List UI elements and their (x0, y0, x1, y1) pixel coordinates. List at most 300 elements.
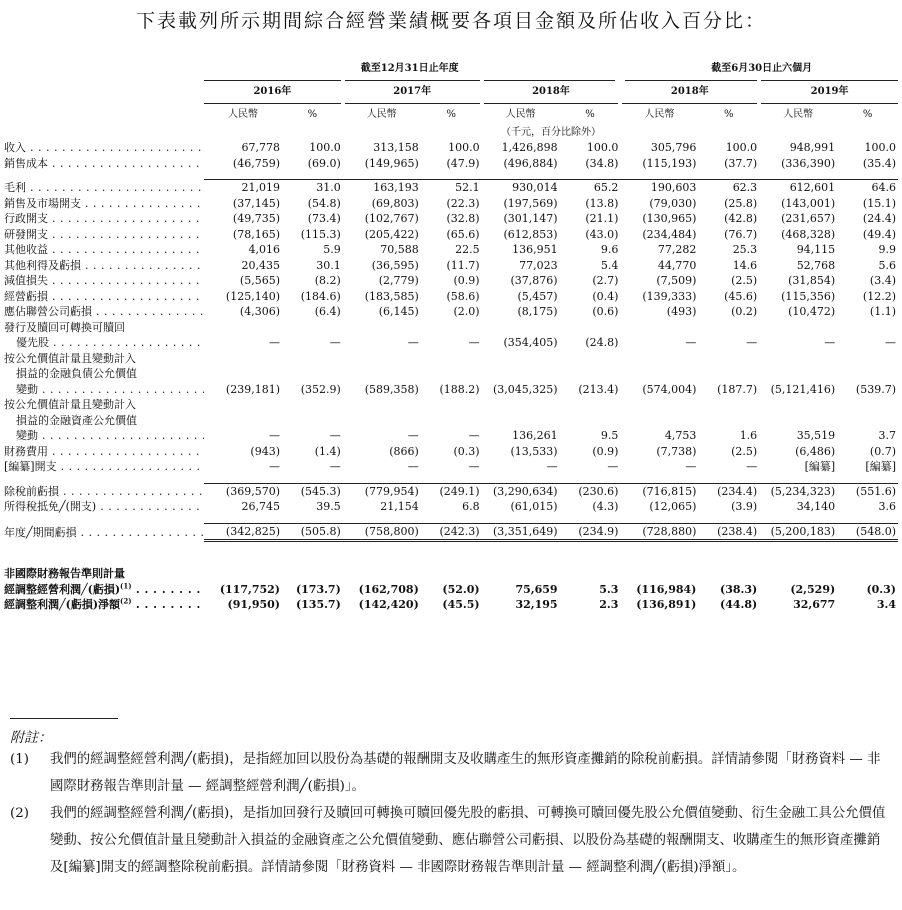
amount-cell: (91,950) (227, 598, 280, 611)
amount-cell: 21,019 (204, 180, 282, 196)
row-label-text: 行政開支 (4, 212, 48, 225)
year-header: 2018年 (620, 81, 759, 104)
amount-cell: 930,014 (482, 180, 560, 196)
row-label (4, 582, 204, 598)
percent-cell: (8.2) (314, 274, 341, 287)
amount-cell (204, 320, 282, 336)
amount-cell: (3,351,649) (482, 523, 560, 541)
amount-cell: 75,659 (515, 582, 558, 596)
percent-cell: (73.4) (307, 212, 341, 225)
percent-cell (837, 351, 898, 367)
amount-cell: (46,759) (232, 156, 280, 170)
percent-cell: 100.0 (448, 141, 480, 154)
percent-cell: (69.0) (307, 156, 341, 170)
amount-cell: (49,735) (232, 212, 280, 225)
percent-cell: (3.9) (731, 500, 758, 513)
row-label-text: 減值損失 (4, 274, 48, 287)
period-header-row (4, 58, 898, 81)
footnote-text: 我們的經調整經營利潤╱(虧損)，是指經加回以股份為基礎的報酬開支及收購產生的無形資產攤銷的除稅前虧損。詳情請參閱「財務資料 — 非國際財務報告準則計量 — 經調整經營利潤╱(虧損)」。 (50, 752, 881, 794)
unit-rmb: 人民幣 (783, 108, 814, 120)
percent-cell: (32.8) (446, 212, 480, 225)
amount-cell (343, 397, 421, 413)
percent-cell: (24.8) (585, 336, 619, 349)
table-row (4, 156, 898, 172)
percent-cell (421, 351, 482, 367)
percent-cell: (3.4) (869, 274, 896, 287)
row-label (4, 211, 204, 227)
amount-cell: (574,004) (642, 382, 697, 396)
amount-cell: (758,800) (343, 523, 421, 541)
percent-cell: (173.7) (295, 582, 341, 596)
percent-cell: 6.8 (462, 500, 480, 513)
percent-cell: 52.1 (421, 180, 482, 196)
row-label (4, 335, 204, 351)
percent-cell (837, 397, 898, 413)
percent-cell (282, 366, 343, 382)
row-label (4, 483, 204, 499)
row-label-text: [編纂]開支 (4, 460, 57, 473)
year-header: 2019年 (759, 81, 898, 104)
amount-cell (759, 366, 837, 382)
percent-cell: (35.4) (862, 156, 896, 170)
amount-cell: (728,880) (620, 523, 698, 541)
row-label-text: 銷售及市場開支 (4, 196, 81, 210)
percent-cell: (1.4) (314, 444, 341, 458)
amount-cell (759, 397, 837, 413)
percent-cell: (37.7) (724, 156, 758, 170)
amount-cell: (79,030) (649, 196, 697, 210)
amount-cell: (716,815) (620, 483, 698, 499)
percent-cell: 39.5 (316, 500, 341, 513)
percent-cell: (0.4) (592, 289, 619, 303)
amount-cell: 26,745 (241, 500, 280, 513)
amount-cell: 136,951 (512, 243, 558, 256)
percent-cell: 5.3 (599, 582, 619, 596)
amount-cell: 35,519 (796, 429, 836, 442)
row-label-text: 優先股 (16, 336, 49, 349)
row-label-text: 毛利 (4, 181, 26, 194)
unit-pct: % (585, 108, 595, 120)
percent-cell: (22.3) (446, 196, 480, 210)
table-row (4, 351, 898, 367)
row-label-text: 發行及贖回可轉換可贖回 (4, 320, 125, 334)
percent-cell: — (468, 429, 480, 442)
amount-cell: (115,193) (642, 156, 697, 170)
amount-cell: (468,328) (781, 227, 836, 241)
percent-cell (698, 351, 759, 367)
amount-cell: (589,358) (364, 382, 419, 396)
row-label (4, 304, 204, 320)
amount-cell: 70,588 (380, 243, 419, 256)
amount-cell: 190,603 (620, 180, 698, 196)
amount-cell: (130,965) (642, 212, 697, 225)
percent-cell: (24.4) (862, 212, 896, 225)
amount-cell: (7,509) (656, 274, 697, 287)
row-label-text: 除稅前虧損 (4, 484, 59, 498)
percent-cell: — (468, 336, 480, 349)
amount-cell: 136,261 (512, 429, 558, 442)
percent-cell: — (746, 336, 758, 349)
row-label (4, 499, 204, 515)
amount-cell (482, 413, 560, 429)
percent-cell: (42.8) (724, 212, 758, 225)
table-row (4, 582, 898, 598)
amount-cell: (37,876) (510, 274, 558, 287)
table-row (4, 211, 898, 227)
percent-cell: — (329, 460, 341, 473)
table-row (4, 444, 898, 460)
amount-cell: (5,457) (517, 289, 558, 303)
table-row (4, 413, 898, 429)
percent-cell: 65.2 (560, 180, 621, 196)
percent-cell: 9.6 (600, 243, 619, 256)
amount-cell: (12,065) (649, 500, 697, 513)
notes-title: 附註： (10, 730, 52, 746)
table-row (4, 523, 898, 541)
percent-cell: — (329, 429, 341, 442)
page-title: 下表載列所示期間綜合經營業績概要各項目金額及所佔收入百分比： (135, 10, 766, 32)
row-label (4, 382, 204, 398)
percent-cell: (0.3) (866, 582, 896, 596)
percent-cell: (15.1) (862, 196, 896, 210)
footnote-ref: (2) (120, 597, 132, 606)
amount-cell (204, 366, 282, 382)
percent-cell: (44.8) (719, 598, 758, 611)
amount-cell: 52,768 (796, 258, 836, 272)
row-label (4, 273, 204, 289)
unit-rmb: 人民幣 (505, 108, 536, 120)
percent-cell: (2.5) (731, 274, 758, 287)
percent-cell: (12.2) (862, 289, 896, 303)
amount-cell: (143,001) (781, 196, 836, 210)
amount-cell: (336,390) (781, 156, 836, 170)
amount-cell: (183,585) (364, 289, 419, 303)
row-label (4, 242, 204, 258)
row-label-text: 收入 (4, 141, 26, 154)
amount-cell: 163,193 (343, 180, 421, 196)
amount-cell: — (407, 460, 419, 473)
amount-cell: — (269, 429, 280, 442)
amount-cell: (493) (666, 305, 697, 318)
percent-cell: 3.7 (878, 429, 896, 442)
amount-cell: (354,405) (503, 336, 558, 349)
row-label (4, 523, 204, 541)
amount-cell: (136,891) (636, 598, 697, 611)
table-row (4, 366, 898, 382)
amount-cell: (5,121,416) (770, 382, 836, 396)
amount-cell (482, 320, 560, 336)
row-label (4, 227, 204, 243)
amount-cell: 305,796 (650, 141, 697, 154)
row-label-text: 其他利得及虧損 (4, 258, 81, 272)
percent-cell: (188.2) (439, 382, 480, 396)
row-label-text: 研發開支 (4, 227, 48, 241)
amount-cell (759, 413, 837, 429)
amount-cell (620, 366, 698, 382)
amount-cell: (3,045,325) (493, 382, 558, 396)
year-header-row (4, 81, 898, 104)
amount-cell: (5,200,183) (759, 523, 837, 541)
amount-cell: 4,753 (664, 429, 697, 442)
footnote-text: 我們的經調整經營利潤╱(虧損)，是指加回發行及贖回可轉換可贖回優先股的虧損、可轉換可贖回優先股公允價值變動、衍生金融工具公允價值變動、按公允價值計量且變動計入損益的金融資產之公允價值變動、應佔聯營公司虧損、以股份為基礎的報酬開支、收購產生的無形資產攤銷及[編纂]開支的經調整除稅前虧損。詳情請參閱「財務資料 — 非國際財務報告準則計量 — 經調整利潤╱(虧損)淨額」。 (50, 806, 886, 875)
percent-cell: (49.4) (862, 227, 896, 241)
table-row (4, 289, 898, 305)
percent-cell (698, 413, 759, 429)
percent-cell (560, 320, 621, 336)
year-header: 2018年 (482, 81, 621, 104)
amount-cell: 32,677 (793, 598, 836, 611)
amount-cell: 948,991 (789, 141, 836, 154)
amount-cell: (6,145) (378, 305, 419, 318)
unit-rmb: 人民幣 (644, 108, 675, 120)
amount-cell: (116,984) (636, 582, 697, 596)
amount-cell: — (824, 336, 836, 349)
percent-cell: 1.6 (739, 429, 758, 442)
row-label-text: 銷售成本 (4, 156, 48, 170)
percent-cell (282, 320, 343, 336)
amount-cell: — (407, 429, 419, 442)
percent-cell: (34.8) (585, 156, 619, 170)
amount-cell: (10,472) (788, 305, 836, 318)
amount-cell: (162,708) (358, 582, 419, 596)
period-year-header: 截至12月31日止年度 (204, 58, 620, 81)
unit-pct: % (307, 108, 318, 120)
amount-cell: 1,426,898 (501, 141, 558, 154)
amount-cell (482, 366, 560, 382)
row-label (4, 180, 204, 196)
amount-cell (620, 351, 698, 367)
amount-cell: (117,752) (219, 582, 280, 596)
percent-cell: 100.0 (864, 141, 896, 154)
percent-cell: (1.1) (869, 305, 896, 318)
percent-cell: (234.4) (698, 483, 759, 499)
percent-cell: (47.9) (446, 156, 480, 170)
row-label-text: 經調整經營利潤╱(虧損) (4, 582, 121, 596)
table-row (4, 227, 898, 243)
amount-cell: (102,767) (364, 212, 419, 225)
percent-cell: 3.6 (878, 500, 896, 513)
percent-cell: (0.9) (453, 274, 480, 287)
amount-cell: (2,779) (378, 274, 419, 287)
amount-cell (204, 413, 282, 429)
footnote-marker: (2) (10, 806, 29, 821)
percent-cell: (21.1) (585, 212, 619, 225)
amount-cell: (205,422) (364, 227, 419, 241)
percent-cell: (0.6) (592, 305, 619, 318)
percent-cell (421, 320, 482, 336)
percent-cell: (4.3) (592, 500, 619, 513)
percent-cell: (234.9) (560, 523, 621, 541)
amount-cell (482, 351, 560, 367)
percent-cell (837, 366, 898, 382)
table-row (4, 180, 898, 196)
amount-cell (620, 320, 698, 336)
percent-cell: (0.7) (869, 444, 896, 458)
table-row (4, 304, 898, 320)
row-label-text: 按公允價值計量且變動計入 (4, 398, 136, 411)
percent-cell: (249.1) (421, 483, 482, 499)
amount-cell: (6,486) (795, 444, 836, 458)
footnote-ref: (1) (120, 581, 132, 590)
percent-cell: (2.0) (453, 305, 480, 318)
percent-cell: 100.0 (309, 141, 341, 154)
percent-cell: (238.4) (698, 523, 759, 541)
percent-cell: (242.3) (421, 523, 482, 541)
amount-cell: (139,333) (642, 289, 697, 303)
row-label-text: 其他收益 (4, 243, 48, 256)
percent-cell: (187.7) (717, 382, 758, 396)
row-label-text: 損益的金融資產公允價值 (16, 413, 137, 427)
amount-cell: (943) (250, 444, 280, 458)
table-row (4, 397, 898, 413)
notes-divider (10, 718, 118, 719)
amount-cell (343, 413, 421, 429)
percent-cell (421, 413, 482, 429)
table-row (4, 258, 898, 274)
amount-cell: (61,015) (510, 500, 558, 513)
percent-cell: (43.0) (585, 227, 619, 241)
percent-cell: (38.3) (719, 582, 758, 596)
percent-cell: 14.6 (732, 258, 758, 272)
amount-cell: (31,854) (788, 274, 836, 287)
percent-cell: 3.4 (876, 598, 896, 611)
amount-cell: (234,484) (642, 227, 697, 241)
percent-cell: — (468, 460, 480, 473)
unit-header-row (4, 104, 898, 123)
non-ifrs-heading: 非國際財務報告準則計量 (4, 567, 125, 580)
percent-cell: (76.7) (724, 227, 758, 241)
percent-cell: — (329, 336, 341, 349)
table-row (4, 483, 898, 499)
amount-cell (204, 351, 282, 367)
row-label (4, 140, 204, 156)
amount-cell: 67,778 (241, 141, 280, 154)
row-label-text: 變動 (16, 429, 38, 442)
amount-cell: (239,181) (225, 382, 280, 396)
results-table (4, 58, 898, 613)
amount-cell: 44,770 (657, 258, 697, 272)
amount-cell: (8,175) (517, 305, 558, 318)
amount-cell: 32,195 (515, 598, 558, 611)
percent-cell: 9.9 (878, 243, 896, 256)
row-label-text: 經調整利潤╱(虧損)淨額 (4, 598, 121, 611)
amount-cell: 20,435 (241, 258, 280, 272)
footnote-1 (10, 746, 892, 800)
percent-cell: 64.6 (837, 180, 898, 196)
row-label (4, 444, 204, 460)
period-six-month-header: 截至6月30日止六個月 (620, 58, 898, 81)
amount-cell: (779,954) (343, 483, 421, 499)
amount-cell: — (269, 336, 280, 349)
row-label (4, 351, 204, 367)
table-row (4, 499, 898, 515)
row-label (4, 258, 204, 274)
percent-cell: (2.5) (731, 444, 758, 458)
table-row (4, 459, 898, 475)
table-row (4, 242, 898, 258)
percent-cell: (13.8) (585, 196, 619, 210)
amount-cell: — (685, 460, 697, 473)
amount-cell: (69,803) (371, 196, 419, 210)
row-label (4, 156, 204, 172)
amount-cell: 313,158 (373, 141, 419, 154)
spacer-row (4, 171, 898, 180)
percent-cell: (25.8) (724, 196, 758, 210)
percent-cell (560, 351, 621, 367)
row-label (4, 597, 204, 613)
amount-cell (343, 320, 421, 336)
percent-cell: 100.0 (586, 141, 619, 154)
amount-cell: (125,140) (225, 289, 280, 303)
table-row (4, 335, 898, 351)
percent-cell: 25.3 (732, 243, 758, 256)
row-label-text: 損益的金融負債公允價值 (16, 367, 137, 380)
table-row (4, 196, 898, 212)
percent-cell (421, 366, 482, 382)
percent-cell: (539.7) (855, 382, 896, 396)
percent-cell: (52.0) (442, 582, 480, 596)
amount-cell: (5,565) (239, 274, 280, 287)
percent-cell: (115.3) (300, 227, 341, 241)
amount-cell: (37,145) (232, 196, 280, 210)
row-label (4, 428, 204, 444)
row-label-text: 變動 (16, 382, 38, 396)
table-row (4, 320, 898, 336)
percent-cell (282, 397, 343, 413)
row-label-text: 按公允價值計量且變動計入 (4, 351, 136, 365)
amount-cell: (3,290,634) (482, 483, 560, 499)
footnote-marker: (1) (10, 752, 29, 767)
amount-cell: (866) (389, 444, 419, 458)
amount-cell: (13,533) (510, 444, 558, 458)
amount-cell: (78,165) (232, 227, 280, 241)
amount-cell: 34,140 (796, 500, 836, 513)
amount-cell: 94,115 (796, 243, 836, 256)
percent-cell: (0.3) (453, 444, 480, 458)
row-label (4, 289, 204, 305)
amount-cell: 612,601 (759, 180, 837, 196)
percent-cell: (548.0) (837, 523, 898, 541)
unit-pct: % (724, 108, 734, 120)
amount-cell (759, 320, 837, 336)
amount-cell: (301,147) (503, 212, 558, 225)
table-row (4, 140, 898, 156)
row-label (4, 366, 204, 382)
amount-cell: (612,853) (503, 227, 558, 241)
percent-cell: (505.8) (282, 523, 343, 541)
non-ifrs-heading-row (4, 566, 898, 582)
amount-cell (204, 397, 282, 413)
unit-rmb: 人民幣 (366, 108, 397, 120)
amount-cell: (5,234,323) (759, 483, 837, 499)
row-label (4, 413, 204, 429)
row-label (4, 196, 204, 212)
amount-cell: (149,965) (364, 156, 419, 170)
amount-cell: 21,154 (380, 500, 419, 513)
percent-cell: (45.6) (724, 289, 758, 303)
row-label-text: 所得稅抵免╱(開支) (4, 500, 97, 513)
percent-cell: (0.9) (592, 444, 619, 458)
percent-cell: (58.6) (446, 289, 480, 303)
percent-cell (698, 397, 759, 413)
amount-cell: (115,356) (781, 289, 836, 303)
percent-cell (698, 320, 759, 336)
amount-cell (620, 397, 698, 413)
amount-cell (482, 397, 560, 413)
percent-cell: 62.3 (698, 180, 759, 196)
percent-cell: 100.0 (725, 141, 758, 154)
percent-cell (698, 366, 759, 382)
